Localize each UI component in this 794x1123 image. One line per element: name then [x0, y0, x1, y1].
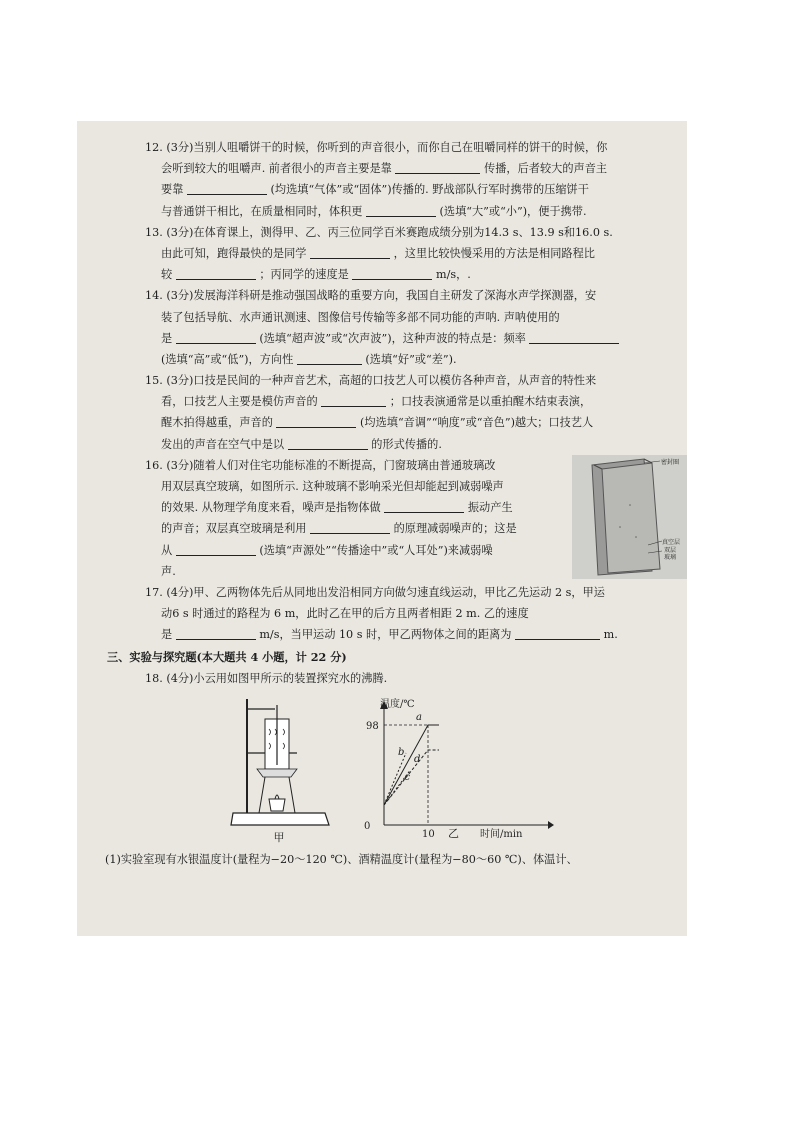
- q12-text: 要靠: [161, 183, 184, 197]
- answer-blank[interactable]: [384, 499, 464, 513]
- answer-blank[interactable]: [529, 330, 619, 344]
- series-line-a: [384, 725, 439, 805]
- x-tick-label: 0: [364, 820, 371, 832]
- q13-line-3: [145, 264, 685, 285]
- q17-line-3: [145, 624, 685, 645]
- answer-blank[interactable]: [288, 436, 368, 450]
- question-18: [105, 668, 685, 870]
- answer-blank[interactable]: [176, 330, 256, 344]
- q17-text: 是: [161, 628, 173, 642]
- q15-line-3: [145, 412, 685, 433]
- q13-text: 由此可知，跑得最快的是同学: [161, 246, 307, 260]
- q14-text: (选填“好”或“差”).: [365, 352, 457, 366]
- q16-text: 振动产生: [467, 501, 513, 515]
- temperature-time-graph: [360, 695, 560, 845]
- q12-text: (均选填“气体”或“固体”)传播的. 野战部队行军时携带的压缩饼干: [270, 183, 589, 197]
- answer-blank[interactable]: [310, 520, 390, 534]
- q14-line-2: 装了包括导航、水声通讯测速、图像信号传输等多部不同功能的声呐. 声呐使用的: [161, 310, 560, 324]
- q12-line-2: [145, 158, 685, 179]
- q17-text: m/s，当甲运动 10 s 时，甲乙两物体之间的距离为: [259, 628, 512, 642]
- q14-text: (选填“超声波”或“次声波”)，这种声波的特点是：频率: [259, 331, 526, 345]
- double-glass-label: 双层: [664, 546, 677, 554]
- section-heading: 三、实验与探究题(本大题共 4 小题，计 22 分): [107, 649, 347, 664]
- q13-line-1: 13. (3分)在体育课上，测得甲、乙、丙三位同学百米赛跑成绩分别为14.3 s、13.9 s和16.0 s.: [145, 225, 613, 239]
- vacuum-label: 真空层: [662, 538, 681, 546]
- q16-text: 的效果. 从物理学角度来看，噪声是指物体做: [161, 501, 381, 515]
- q13-text: m/s，.: [435, 268, 471, 282]
- y-axis-label: 温度/℃: [380, 698, 415, 710]
- q15-line-1: 15. (3分)口技是民间的一种声音艺术，高超的口技艺人可以模仿各种声音，从声音的特性来: [145, 374, 597, 388]
- question-16: [145, 455, 685, 582]
- q12-text: 传播，后者较大的声音主: [484, 162, 608, 176]
- q14-line-4: [145, 349, 685, 370]
- graph-series: [384, 712, 439, 805]
- series-label-c: c: [404, 771, 411, 783]
- x-axis-arrow: [548, 821, 554, 829]
- series-label-a: a: [416, 711, 422, 723]
- answer-blank[interactable]: [187, 181, 267, 195]
- q16-text: 的声音；双层真空玻璃是利用: [161, 522, 307, 536]
- q15-text: 发出的声音在空气中是以: [161, 437, 285, 451]
- question-17: [145, 582, 685, 646]
- x-tick-label: 10: [422, 828, 435, 840]
- q15-text: 看，口技艺人主要是模仿声音的: [161, 395, 318, 409]
- answer-blank[interactable]: [321, 393, 386, 407]
- q16-line-1: 16. (3分)随着人们对住宅功能标准的不断提高，门窗玻璃由普通玻璃改: [145, 458, 496, 472]
- double-glass-label: 玻璃: [664, 553, 677, 561]
- figure-label-jia: 甲: [273, 830, 285, 844]
- answer-blank[interactable]: [176, 542, 256, 556]
- q18-figures: [145, 695, 685, 845]
- q14-line-1: 14. (3分)发展海洋科研是推动强国战略的重要方向，我国自主研发了深海水声学探测器，安: [145, 289, 597, 303]
- answer-blank[interactable]: [515, 626, 600, 640]
- q15-text: ；口技表演通常是以重拍醒木结束表演，: [389, 395, 592, 409]
- answer-blank[interactable]: [176, 266, 256, 280]
- answer-blank[interactable]: [395, 160, 480, 174]
- q18-line-1: 18. (4分)小云用如图甲所示的装置探究水的沸腾.: [145, 671, 388, 685]
- question-12: [145, 137, 685, 222]
- q12-line-3: [145, 179, 685, 200]
- q14-text: (选填“高”或“低”)，方向性: [161, 352, 294, 366]
- q16-line-2: 用双层真空玻璃，如图所示. 这种玻璃不影响采光但却能起到减弱噪声: [161, 480, 504, 493]
- q15-line-4: [145, 434, 685, 455]
- question-content: [105, 137, 685, 870]
- boiling-apparatus-figure: [225, 695, 345, 845]
- q17-text: m.: [603, 628, 618, 642]
- series-line-d: [384, 750, 439, 805]
- series-label-d: d: [414, 753, 421, 765]
- q15-text: 的形式传播的.: [371, 437, 442, 451]
- answer-blank[interactable]: [297, 351, 362, 365]
- q12-line-4: [145, 201, 685, 222]
- q13-text: ；丙同学的速度是: [259, 268, 349, 282]
- q18-sub-1: (1)实验室现有水银温度计(量程为−20～120 ℃)、酒精温度计(量程为−80～60 ℃)、体温计、: [105, 852, 578, 866]
- question-15: [145, 370, 685, 455]
- q14-line-3: [145, 328, 685, 349]
- q12-line-1: 12. (3分)当别人咀嚼饼干的时候，你听到的声音很小，而你自己在咀嚼同样的饼干的时候，你: [145, 141, 608, 154]
- answer-blank[interactable]: [176, 626, 256, 640]
- q17-line-2: 动6 s 时通过的路程为 6 m，此时乙在甲的后方且两者相距 2 m. 乙的速度: [161, 607, 529, 621]
- q16-line-6: 声.: [161, 564, 176, 578]
- q16-text: (选填“声源处”“传播途中”或“人耳处”)来减弱噪: [259, 543, 493, 557]
- q12-text: 会听到较大的咀嚼声. 前者很小的声音主要是靠: [161, 162, 392, 176]
- q17-line-1: 17. (4分)甲、乙两物体先后从同地出发沿相同方向做匀速直线运动，甲比乙先运动 2 s，甲运: [145, 585, 605, 599]
- q13-text: ，这里比较快慢采用的方法是相同路程比: [393, 246, 595, 260]
- q15-text: (均选填“音调”“响度”或“音色”)越大；口技艺人: [360, 416, 594, 430]
- answer-blank[interactable]: [310, 245, 390, 259]
- answer-blank[interactable]: [366, 203, 436, 217]
- seal-label: 密封圈: [661, 458, 680, 466]
- q15-line-2: [145, 391, 685, 412]
- double-glass-figure: [572, 455, 687, 579]
- q16-text: 从: [161, 543, 173, 557]
- q15-text: 醒木拍得越重，声音的: [161, 416, 273, 430]
- series-line-b: [384, 753, 406, 805]
- answer-blank[interactable]: [276, 414, 356, 428]
- q14-text: 是: [161, 331, 173, 345]
- figure-label-yi: 乙: [448, 826, 459, 840]
- q13-text: 较: [161, 268, 173, 282]
- question-13: [145, 222, 685, 286]
- series-label-b: b: [398, 746, 405, 758]
- x-axis-label: 时间/min: [480, 828, 523, 840]
- exam-paper: [77, 121, 687, 936]
- q16-text: 的原理减弱噪声的；这是: [393, 522, 517, 536]
- question-14: [145, 285, 685, 370]
- q12-text: (选填“大”或“小”)，便于携带.: [439, 204, 587, 218]
- q13-line-2: [145, 243, 685, 264]
- answer-blank[interactable]: [352, 266, 432, 280]
- y-tick-label: 98: [366, 720, 379, 732]
- q12-text: 与普通饼干相比，在质量相同时，体积更: [161, 204, 363, 218]
